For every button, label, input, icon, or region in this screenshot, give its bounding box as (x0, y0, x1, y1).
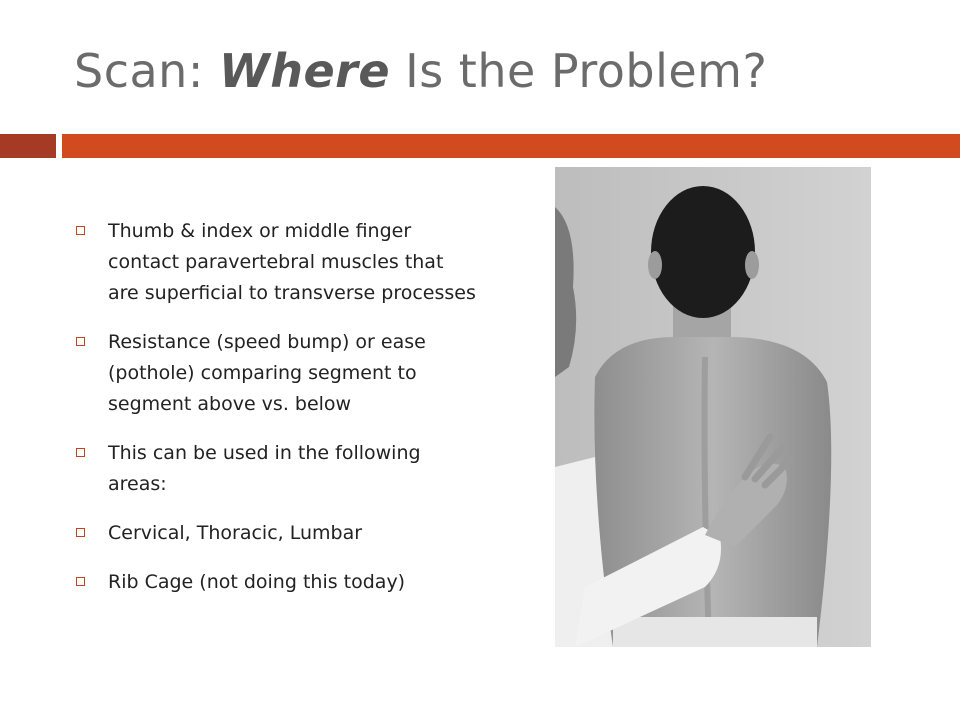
photo-illustration (555, 167, 871, 647)
back-palpation-photo (555, 167, 871, 647)
accent-bar-right (62, 134, 960, 158)
title-suffix: Is the Problem? (390, 44, 768, 98)
bullet-item (76, 518, 476, 549)
square-bullet-icon (76, 448, 85, 457)
bullet-list (76, 216, 476, 616)
bullet-text: Resistance (speed bump) or ease (pothole) comparing segment to segment above vs. below (108, 331, 426, 415)
title-emphasis: Where (218, 44, 391, 98)
square-bullet-icon (76, 337, 85, 346)
bullet-text: Rib Cage (not doing this today) (108, 571, 406, 593)
bullet-text: Thumb & index or middle finger contact paravertebral muscles that are superficial to transverse processes (108, 220, 476, 304)
square-bullet-icon (76, 226, 85, 235)
bullet-text: This can be used in the following areas: (108, 442, 421, 495)
bullet-item (76, 216, 476, 309)
bullet-item (76, 567, 476, 598)
bullet-item (76, 327, 476, 420)
square-bullet-icon (76, 528, 85, 537)
bullet-text: Cervical, Thoracic, Lumbar (108, 522, 363, 544)
bullet-item (76, 438, 476, 500)
title-prefix: Scan: (74, 44, 219, 98)
slide-title (74, 44, 767, 98)
square-bullet-icon (76, 577, 85, 586)
accent-bar-left (0, 134, 56, 158)
